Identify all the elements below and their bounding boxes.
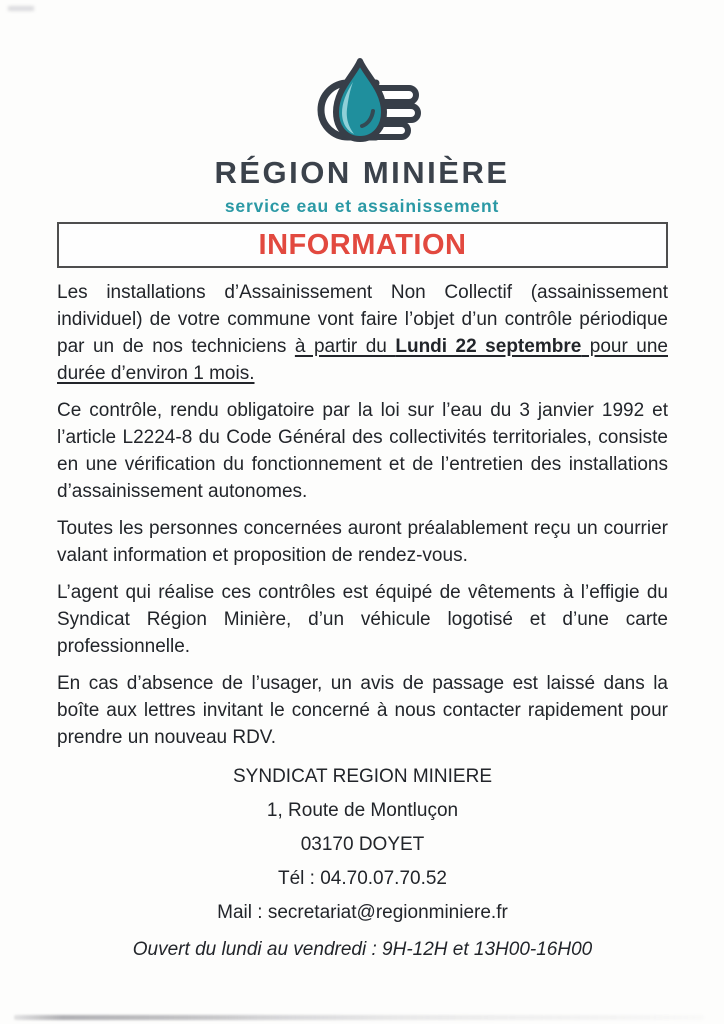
brand-title: RÉGION MINIÈRE (214, 155, 510, 190)
logo-block (0, 56, 724, 217)
paragraph-intro-text: Les installations d’Assainissement Non Collectif (assainissement individuel) de votre commune vont faire l’objet d’un contrôle périodique par un de nos techniciens (57, 282, 668, 357)
information-banner (57, 222, 668, 268)
contact-name: SYNDICAT REGION MINIERE (233, 766, 492, 787)
paragraph-intro-underline-start: à partir du (294, 336, 396, 357)
paragraph-courrier: Toutes les personnes concernées auront préalablement reçu un courrier valant information et proposition de rendez-vous. (57, 518, 668, 566)
contact-block (57, 767, 668, 961)
paragraph-intro-underline-end: pour une durée d’environ 1 mois. (57, 336, 668, 384)
contact-phone: Tél : 04.70.07.70.52 (277, 868, 447, 889)
hand-holding-water-drop-icon (296, 56, 428, 153)
scan-artifact-bottom (14, 1015, 704, 1020)
contact-city: 03170 DOYET (300, 834, 425, 855)
paragraph-absence: En cas d’absence de l’usager, un avis de passage est laissé dans la boîte aux lettres invitant le concerné à nous contacter rapidement pour prendre un nouveau RDV. (57, 673, 668, 748)
contact-mail: Mail : secretariat@regionminiere.fr (217, 902, 508, 923)
brand-subtitle: service eau et assainissement (224, 196, 500, 216)
scan-artifact-top-left (8, 6, 34, 11)
notice-body (57, 279, 668, 961)
contact-address: 1, Route de Montluçon (266, 800, 459, 821)
information-banner-label: INFORMATION (258, 228, 467, 261)
contact-hours: Ouvert du lundi au vendredi : 9H-12H et 13H00-16H00 (132, 939, 593, 960)
paragraph-intro (57, 279, 668, 387)
paragraph-intro-date: Lundi 22 septembre (395, 336, 582, 357)
paragraph-agent: L’agent qui réalise ces contrôles est équipé de vêtements à l’effigie du Syndicat Région Minière, d’un véhicule logotisé et d’une carte professionnelle. (57, 582, 668, 657)
paragraph-legal: Ce contrôle, rendu obligatoire par la loi sur l’eau du 3 janvier 1992 et l’article L2224-8 du Code Général des collectivités territoriales, consiste en une vérification du fonctionnement et de l’entretien des installations d’assainissement autonomes. (57, 400, 668, 502)
